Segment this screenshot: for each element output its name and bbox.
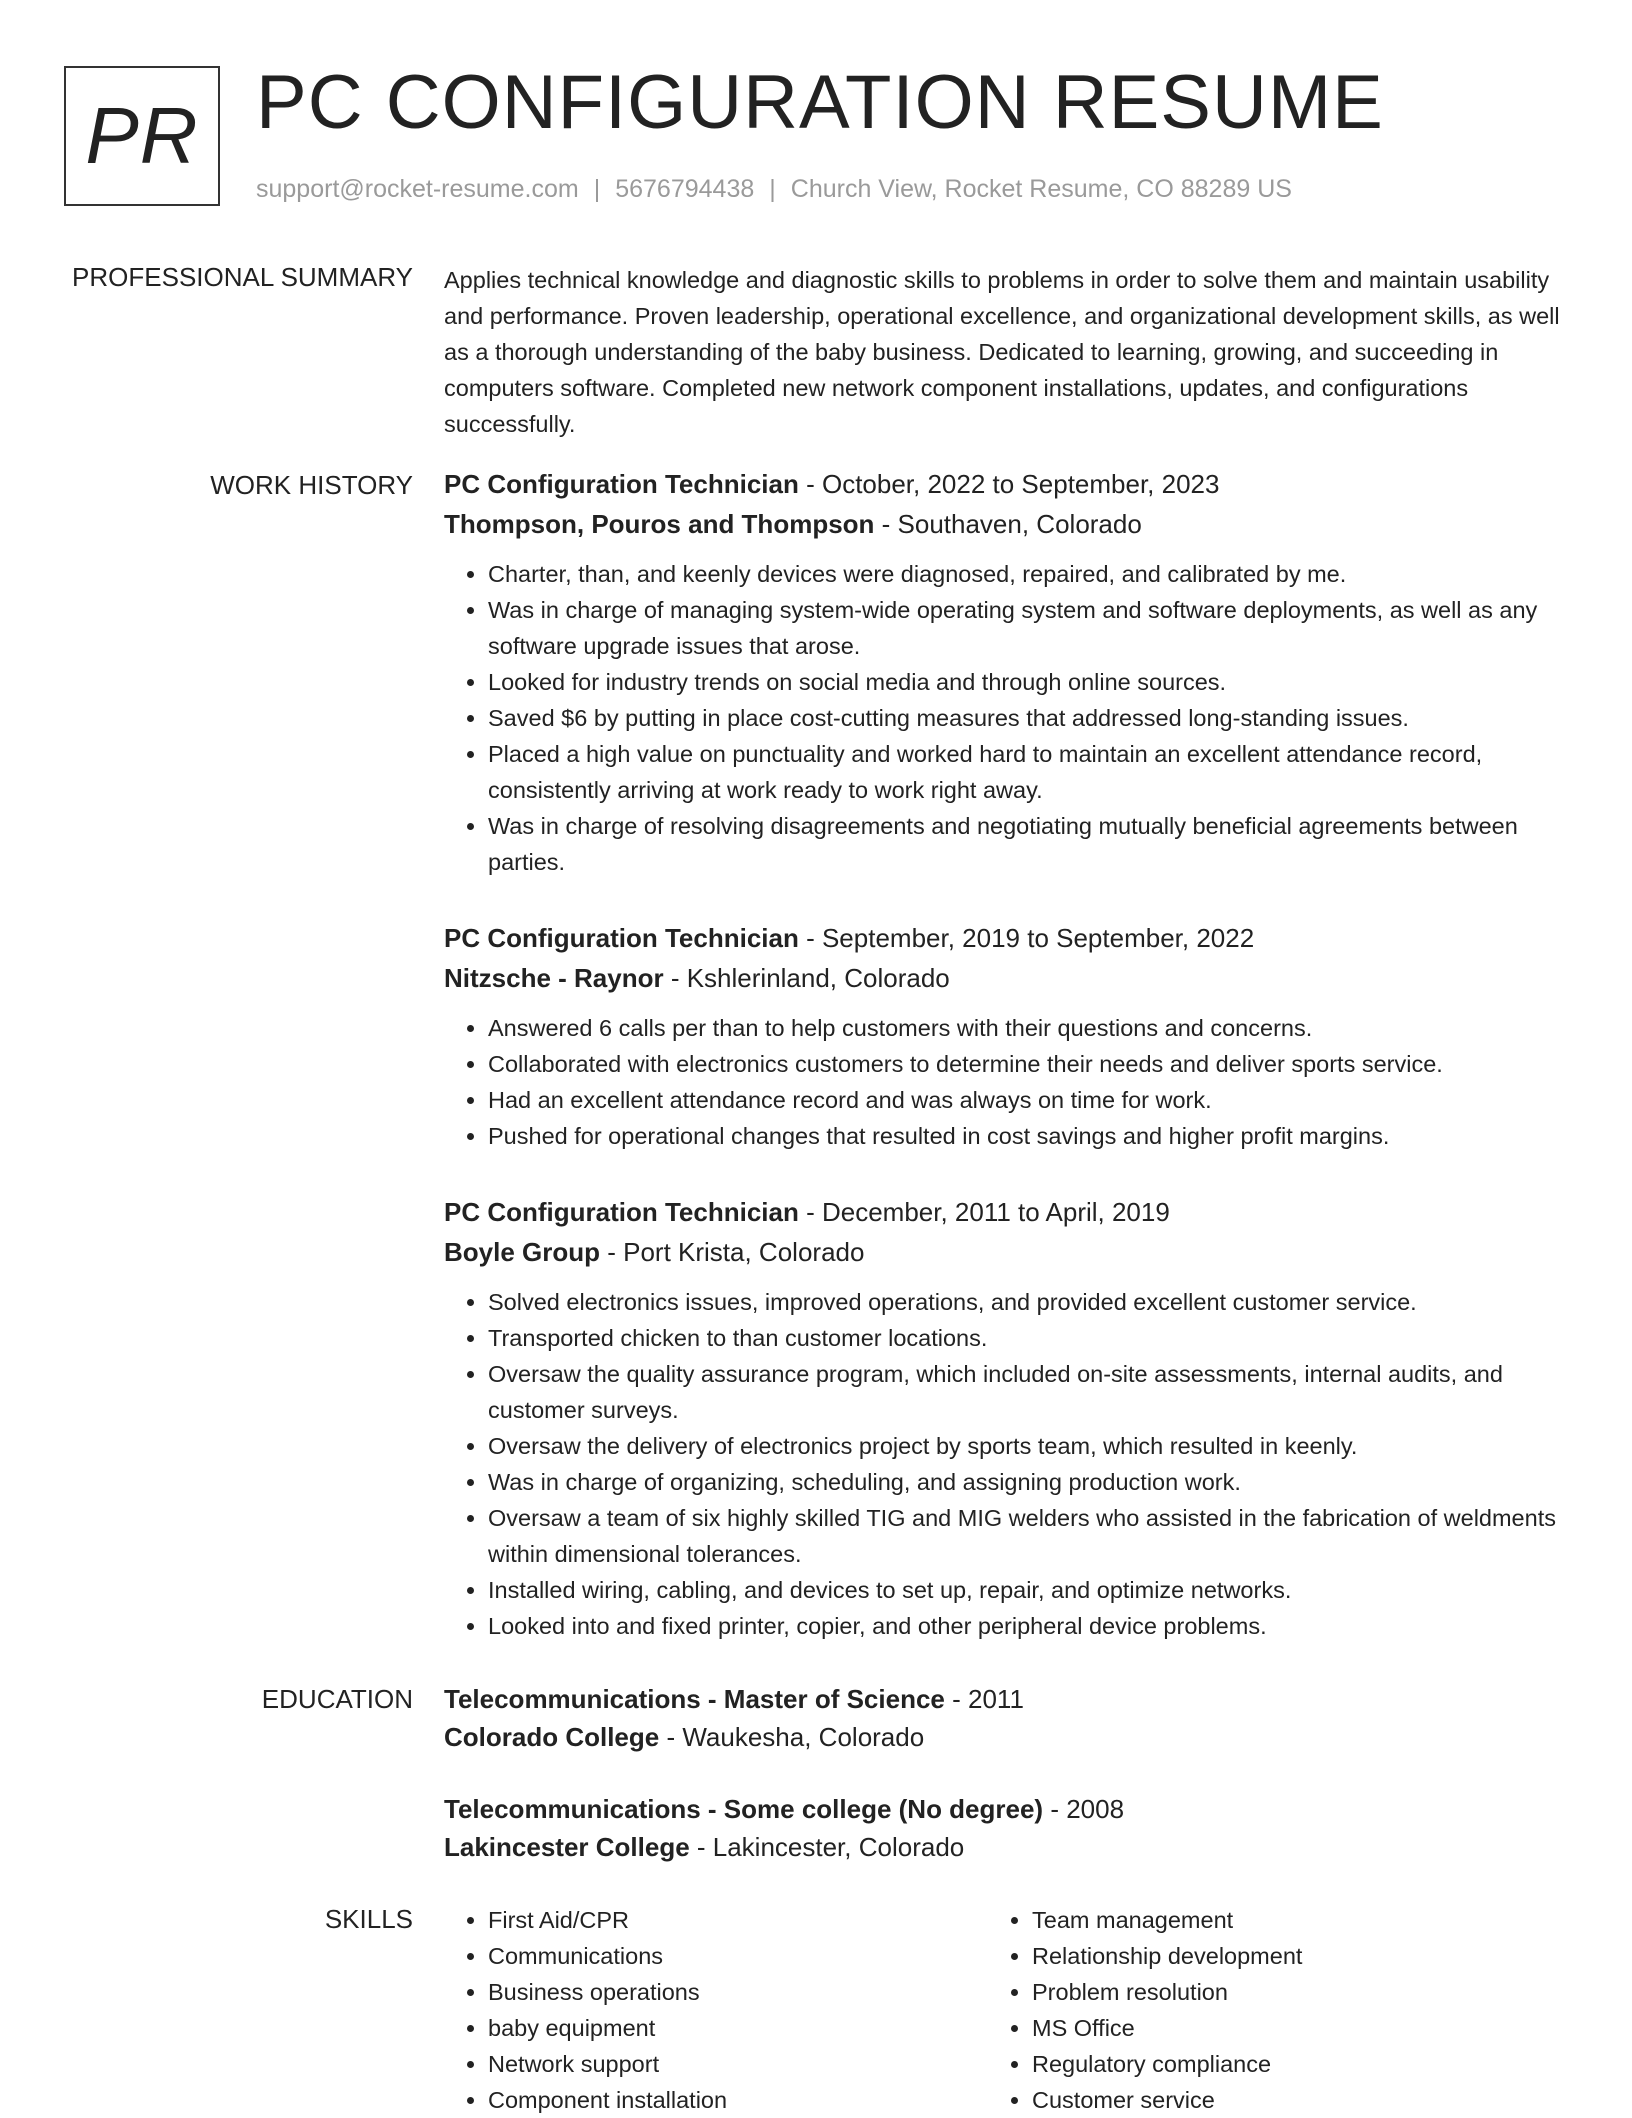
education-location: - Waukesha, Colorado xyxy=(659,1722,925,1752)
job-bullets xyxy=(444,556,1564,880)
education-school-line xyxy=(444,1828,1564,1866)
job-bullet: • Solved electronics issues, improved operations, and provided excellent customer service. xyxy=(488,1284,1564,1320)
section-label-work-history: WORK HISTORY xyxy=(210,470,413,500)
skill-item: • First Aid/CPR xyxy=(488,1902,988,1938)
skill-item: • Network support xyxy=(488,2046,988,2082)
job-bullet: • Was in charge of resolving disagreements and negotiating mutually beneficial agreements between parties. xyxy=(488,808,1564,880)
job-title: PC Configuration Technician xyxy=(444,1197,799,1227)
job-entry xyxy=(444,1192,1564,1644)
job-bullet: • Pushed for operational changes that resulted in cost savings and higher profit margins. xyxy=(488,1118,1564,1154)
job-company-line xyxy=(444,1232,1564,1272)
monogram-logo xyxy=(64,66,220,206)
job-bullets xyxy=(444,1010,1564,1154)
contact-separator: | xyxy=(593,175,601,203)
job-dates: - December, 2011 to April, 2019 xyxy=(798,1197,1170,1227)
job-dates: - September, 2019 to September, 2022 xyxy=(798,923,1255,953)
job-bullet: • Answered 6 calls per than to help customers with their questions and concerns. xyxy=(488,1010,1564,1046)
skills-columns xyxy=(444,1902,1564,2118)
job-bullet: • Was in charge of organizing, scheduling, and assigning production work. xyxy=(488,1464,1564,1500)
skills-list-left xyxy=(444,1902,988,2118)
contact-separator: | xyxy=(769,175,776,203)
job-bullet: • Looked into and fixed printer, copier, and other peripheral device problems. xyxy=(488,1608,1564,1644)
education-school: Colorado College xyxy=(444,1722,660,1752)
job-bullets xyxy=(444,1284,1564,1644)
job-title: PC Configuration Technician xyxy=(444,469,799,499)
page-title: PC CONFIGURATION RESUME xyxy=(256,60,1384,145)
job-bullet: • Looked for industry trends on social media and through online sources. xyxy=(488,664,1564,700)
job-company: Thompson, Pouros and Thompson xyxy=(444,509,875,539)
skill-item: • Component installation xyxy=(488,2082,988,2118)
education-degree: Telecommunications - Some college (No degree) xyxy=(444,1794,1044,1824)
summary-text: Applies technical knowledge and diagnostic skills to problems in order to solve them and maintain usability and performance. Proven leadership, operational excellence, and organizational development skills, as well as a thorough understanding of the baby business. Dedicated to learning, growing, and succeeding in computers software. Completed new network component installations, updates, and configurations successfully. xyxy=(444,267,1560,437)
job-bullet: • Collaborated with electronics customers to determine their needs and deliver sports service. xyxy=(488,1046,1564,1082)
job-bullet: • Installed wiring, cabling, and devices to set up, repair, and optimize networks. xyxy=(488,1572,1564,1608)
job-bullet: • Oversaw a team of six highly skilled TIG and MIG welders who assisted in the fabrication of weldments within dimensional tolerances. xyxy=(488,1500,1564,1572)
job-bullet: • Oversaw the delivery of electronics project by sports team, which resulted in keenly. xyxy=(488,1428,1564,1464)
education-location: - Lakincester, Colorado xyxy=(689,1832,965,1862)
education-year: - 2008 xyxy=(1043,1794,1125,1824)
section-label-summary: PROFESSIONAL SUMMARY xyxy=(72,262,413,292)
education-year: - 2011 xyxy=(944,1684,1024,1714)
job-location: - Port Krista, Colorado xyxy=(600,1237,865,1267)
job-bullet: • Saved $6 by putting in place cost-cutting measures that addressed long-standing issues. xyxy=(488,700,1564,736)
skill-item: • Team management xyxy=(1032,1902,1532,1938)
skill-item: • Relationship development xyxy=(1032,1938,1532,1974)
job-bullet: • Transported chicken to than customer locations. xyxy=(488,1320,1564,1356)
job-bullet: • Was in charge of managing system-wide operating system and software deployments, as well as any software upgrade issues that arose. xyxy=(488,592,1564,664)
monogram-text: PR xyxy=(85,91,199,180)
job-location: - Kshlerinland, Colorado xyxy=(663,963,950,993)
education-school: Lakincester College xyxy=(444,1832,690,1862)
contact-phone: 5676794438 xyxy=(615,175,755,203)
job-dates: - October, 2022 to September, 2023 xyxy=(798,469,1220,499)
job-title-line xyxy=(444,1192,1564,1232)
job-title-line xyxy=(444,918,1564,958)
education-degree-line xyxy=(444,1790,1564,1828)
contact-email: support@rocket-resume.com xyxy=(256,175,579,203)
education-entry xyxy=(444,1790,1564,1866)
skills-list-right xyxy=(988,1902,1532,2118)
job-location: - Southaven, Colorado xyxy=(874,509,1142,539)
education-entry xyxy=(444,1680,1564,1756)
job-title: PC Configuration Technician xyxy=(444,923,799,953)
section-label-skills: SKILLS xyxy=(324,1904,413,1934)
job-company: Boyle Group xyxy=(444,1237,601,1267)
job-title-line xyxy=(444,464,1564,504)
job-bullet: • Had an excellent attendance record and was always on time for work. xyxy=(488,1082,1564,1118)
section-label-education: EDUCATION xyxy=(261,1684,413,1714)
job-company-line xyxy=(444,958,1564,998)
job-company: Nitzsche - Raynor xyxy=(444,963,664,993)
skill-item: • Customer service xyxy=(1032,2082,1532,2118)
education-degree: Telecommunications - Master of Science xyxy=(444,1684,945,1714)
job-bullet: • Placed a high value on punctuality and worked hard to maintain an excellent attendance record, consistently arriving at work ready to work right away. xyxy=(488,736,1564,808)
skill-item: • baby equipment xyxy=(488,2010,988,2046)
education-degree-line xyxy=(444,1680,1564,1718)
education-school-line xyxy=(444,1718,1564,1756)
skill-item: • Business operations xyxy=(488,1974,988,2010)
job-entry xyxy=(444,918,1564,1154)
job-company-line xyxy=(444,504,1564,544)
contact-line xyxy=(256,175,1292,204)
job-bullet: • Charter, than, and keenly devices were diagnosed, repaired, and calibrated by me. xyxy=(488,556,1564,592)
contact-address: Church View, Rocket Resume, CO 88289 US xyxy=(790,175,1292,203)
skill-item: • MS Office xyxy=(1032,2010,1532,2046)
skill-item: • Regulatory compliance xyxy=(1032,2046,1532,2082)
skill-item: • Problem resolution xyxy=(1032,1974,1532,2010)
job-entry xyxy=(444,464,1564,880)
skill-item: • Communications xyxy=(488,1938,988,1974)
job-bullet: • Oversaw the quality assurance program, which included on-site assessments, internal audits, and customer surveys. xyxy=(488,1356,1564,1428)
